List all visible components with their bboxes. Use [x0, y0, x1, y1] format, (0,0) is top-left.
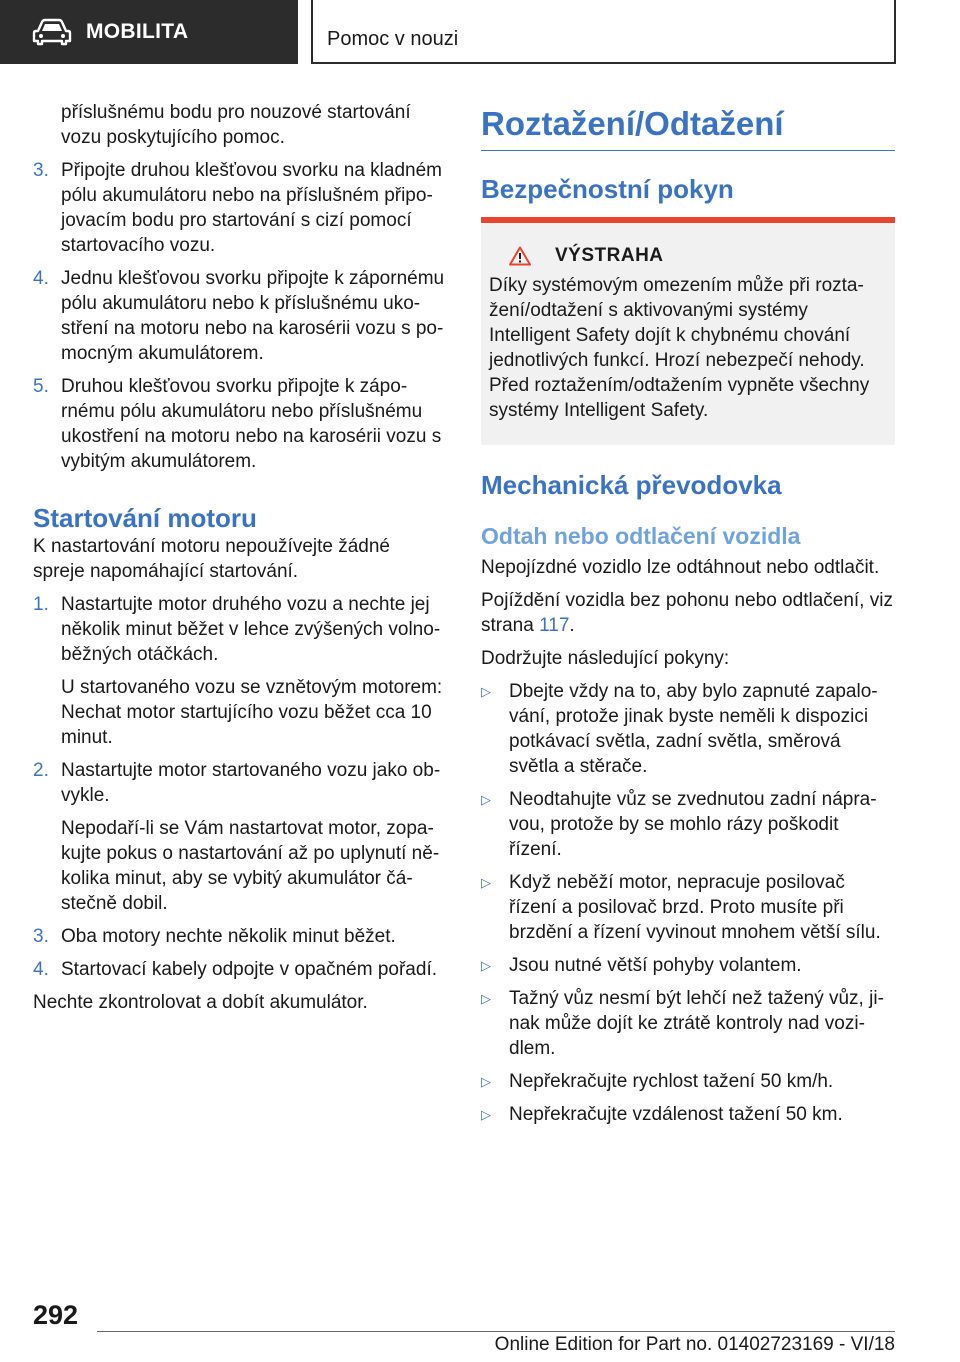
list-item — [33, 374, 447, 474]
page-number: 292 — [33, 1300, 79, 1330]
list-item — [33, 266, 447, 366]
bullet-triangle-icon: ▷ — [481, 792, 491, 807]
list-item — [33, 592, 447, 750]
step-number: 1. — [33, 594, 49, 615]
step-text: Nastartujte motor startovaného vozu jako obvykle. — [61, 760, 441, 806]
list-item — [481, 1069, 895, 1094]
left-column — [33, 100, 447, 1015]
section-title: MOBILITA — [86, 20, 189, 43]
list-item — [481, 870, 895, 945]
bullet-triangle-icon: ▷ — [481, 991, 491, 1006]
bullet-triangle-icon: ▷ — [481, 1074, 491, 1089]
footer-rule — [97, 1331, 895, 1332]
bullet-triangle-icon: ▷ — [481, 1107, 491, 1122]
heading-engine-start: Startování motoru — [33, 503, 257, 533]
car-icon — [32, 17, 72, 47]
step-text: Nastartujte motor druhého vozu a nechte jej několik minut běžet v lehce zvýšených volnoběžných otáčkách. — [61, 594, 441, 665]
heading-manual-transmission: Mechanická převodovka — [481, 470, 782, 500]
bullet-triangle-icon: ▷ — [481, 684, 491, 699]
list-item — [33, 758, 447, 916]
list-item — [33, 158, 447, 258]
step-text: Druhou klešťovou svorku připojte k zápornému pólu akumulátoru nebo příslušnému ukostření na motoru nebo na karosérii vozu s vybitým akumulátorem. — [61, 376, 442, 472]
step-text: Oba motory nechte několik minut běžet. — [61, 926, 396, 947]
towing-reference-paragraph: Pojíždění vozidla bez pohonu nebo odtlačení, viz strana 117. — [481, 590, 893, 636]
warning-triangle-icon — [509, 246, 531, 266]
chapter-tab — [311, 0, 896, 64]
page-title: Roztažení/Odtažení — [481, 105, 784, 142]
step-text: Startovací kabely odpojte v opačném pořadí. — [61, 959, 438, 980]
bullet-text: Když neběží motor, nepracuje posilovač řízení a posilovač brzd. Proto musíte při brzdění a řízení vyvinout mnohem větší sílu. — [509, 872, 881, 943]
bullet-triangle-icon: ▷ — [481, 958, 491, 973]
heading-towing: Odtah nebo odtlačení vozidla — [481, 523, 801, 549]
bullet-text: Tažný vůz nesmí být lehčí než tažený vůz, jinak může dojít ke ztrátě kontroly nad vozidlem. — [509, 988, 884, 1059]
warning-title: VÝSTRAHA — [555, 245, 664, 266]
step-number: 4. — [33, 959, 49, 980]
step-subtext: U startovaného vozu se vznětovým motorem: Nechat motor startujícího vozu běžet cca 10 minut. — [61, 677, 443, 748]
list-item — [481, 787, 895, 862]
list-item — [481, 953, 895, 978]
step-number: 5. — [33, 376, 49, 397]
bullet-text: Dbejte vždy na to, aby bylo zapnuté zapalování, protože jinak byste neměli k dispozici potkávací světla, zadní světla, směrová světla a stěrače. — [509, 681, 878, 777]
list-item — [481, 1102, 895, 1127]
list-item — [33, 924, 447, 949]
step-text: Připojte druhou klešťovou svorku na kladném pólu akumulátoru nebo na příslušném připojovacím bodu pro startování s cizí pomocí startovacího vozu. — [61, 160, 443, 256]
jumpstart-steps — [33, 158, 447, 474]
list-item — [33, 957, 447, 982]
page-link[interactable]: 117 — [539, 615, 570, 636]
bullet-text: Nepřekračujte vzdálenost tažení 50 km. — [509, 1104, 843, 1125]
bullet-text: Neodtahujte vůz se zvednutou zadní nápravou, protože by se mohlo rázy poškodit řízení. — [509, 789, 877, 860]
continued-step-text: příslušnému bodu pro nouzové startování vozu poskytujícího pomoc. — [61, 102, 411, 148]
bullet-text: Jsou nutné větší pohyby volantem. — [509, 955, 802, 976]
towing-paragraph: Nepojízdné vozidlo lze odtáhnout nebo odtlačit. — [481, 557, 880, 578]
step-number: 4. — [33, 268, 49, 289]
warning-text: Díky systémovým omezením může při roztažení/odtažení s aktivovanými systémy Intelligent Safety dojít k chybnému chování jednotlivých funkcí. Hrozí nebezpečí nehody. Před roztažením/odtažením vypněte všechny systémy Intelligent Safety. — [489, 275, 870, 421]
list-item — [481, 986, 895, 1061]
title-rule — [481, 150, 895, 151]
edition-footer: Online Edition for Part no. 01402723169 - VI/18 — [494, 1334, 895, 1355]
engine-start-steps — [33, 592, 447, 982]
heading-safety: Bezpečnostní pokyn — [481, 174, 734, 204]
bullet-text: Nepřekračujte rychlost tažení 50 km/h. — [509, 1071, 834, 1092]
step-text: Jednu klešťovou svorku připojte k zápornému pólu akumulátoru nebo k příslušnému ukostření na motoru nebo na karosérii vozu s pomocným akumulátorem. — [61, 268, 445, 364]
list-item — [481, 679, 895, 779]
step-number: 2. — [33, 760, 49, 781]
chapter-title: Pomoc v nouzi — [327, 28, 459, 50]
step-subtext: Nepodaří-li se Vám nastartovat motor, zopakujte pokus o nastartování až po uplynutí několika minut, aby se vybitý akumulátor částečně dobil. — [61, 818, 440, 914]
right-column — [481, 100, 895, 1135]
towing-bullets — [481, 679, 895, 1127]
warning-box — [481, 217, 895, 445]
engine-start-intro: K nastartování motoru nepoužívejte žádné spreje napomáhající startování. — [33, 536, 391, 582]
towing-instructions-intro: Dodržujte následující pokyny: — [481, 648, 730, 669]
closing-note: Nechte zkontrolovat a dobít akumulátor. — [33, 992, 368, 1013]
step-number: 3. — [33, 926, 49, 947]
section-tab — [0, 0, 298, 64]
step-number: 3. — [33, 160, 49, 181]
bullet-triangle-icon: ▷ — [481, 875, 491, 890]
